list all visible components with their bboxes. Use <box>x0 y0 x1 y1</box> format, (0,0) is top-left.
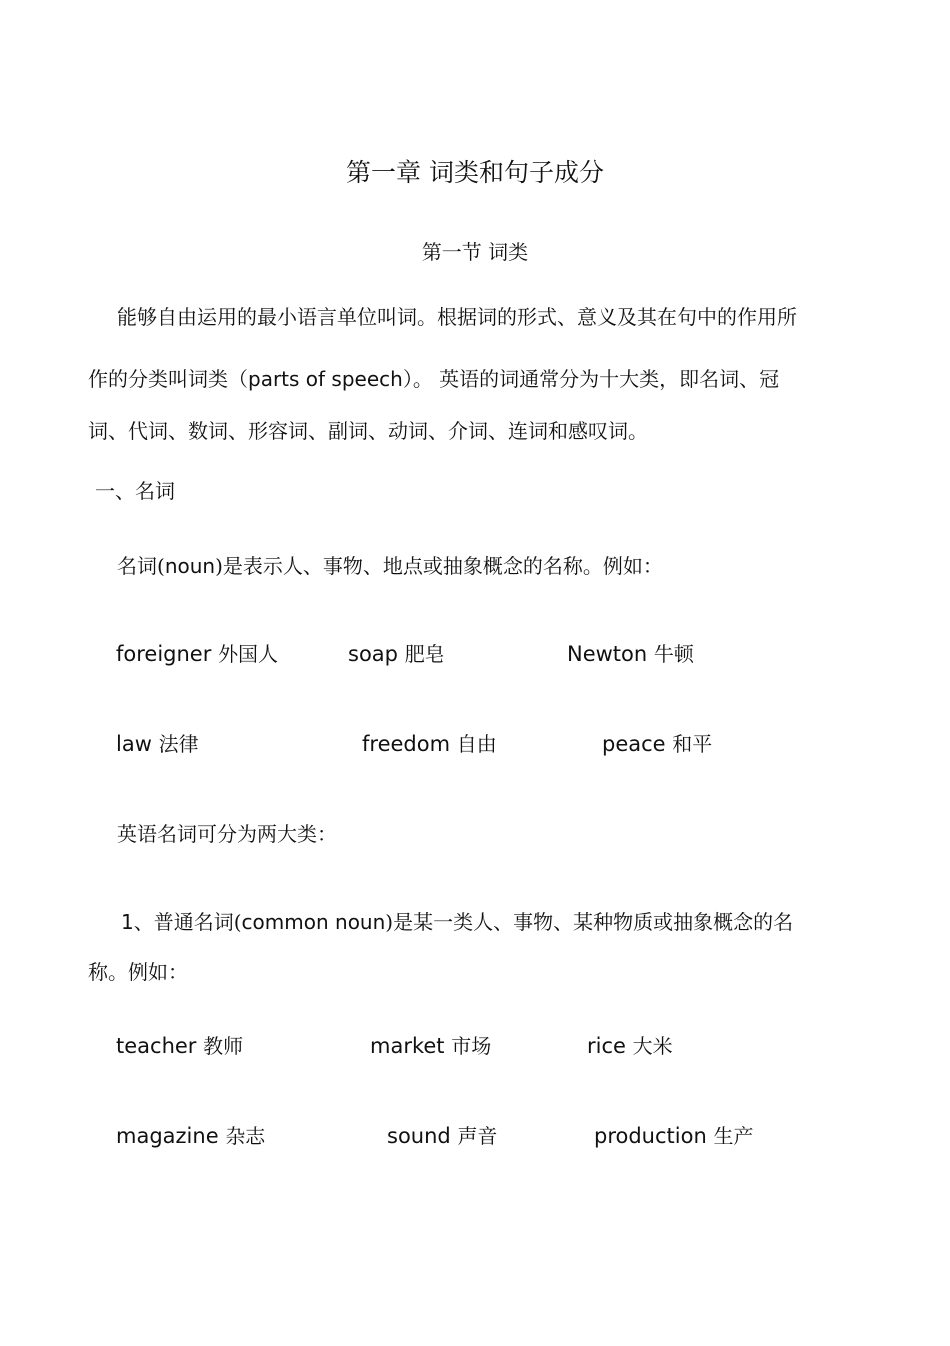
common-noun-rest: )是某一类人、事物、某种物质或抽象概念的名 <box>385 910 794 934</box>
example-word <box>387 1121 497 1151</box>
noun-categories-intro: 英语名词可分为两大类： <box>117 822 337 846</box>
example-english: soap <box>348 642 398 666</box>
example-english: peace <box>602 732 666 756</box>
noun-definition-prefix: 名词( <box>117 554 165 578</box>
common-noun-definition <box>121 907 793 937</box>
chapter-title: 第一章 词类和句子成分 <box>346 158 604 187</box>
example-chinese: 肥皂 <box>404 642 445 666</box>
example-chinese: 法律 <box>158 732 199 756</box>
noun-definition-rest: )是表示人、事物、地点或抽象概念的名称。例如： <box>215 554 663 578</box>
intro-line-3: 词、代词、数词、形容词、副词、动词、介词、连词和感叹词。 <box>88 419 648 443</box>
example-word <box>116 729 199 759</box>
example-chinese: 市场 <box>451 1034 492 1058</box>
example-word <box>370 1031 491 1061</box>
example-english: production <box>594 1124 707 1148</box>
example-word <box>567 639 694 669</box>
example-chinese: 教师 <box>203 1034 244 1058</box>
example-chinese: 生产 <box>713 1124 754 1148</box>
example-english: foreigner <box>116 642 212 666</box>
example-word <box>116 639 278 669</box>
example-english: market <box>370 1034 445 1058</box>
example-english: freedom <box>362 732 451 756</box>
example-english: rice <box>587 1034 626 1058</box>
heading-noun: 一、名词 <box>95 479 175 503</box>
example-chinese: 外国人 <box>218 642 279 666</box>
term-parts-of-speech: parts of speech <box>248 367 403 391</box>
intro-line-2 <box>88 364 779 394</box>
example-word <box>116 1121 265 1151</box>
term-noun: noun <box>164 554 216 578</box>
example-english: magazine <box>116 1124 219 1148</box>
example-chinese: 和平 <box>672 732 713 756</box>
example-english: law <box>116 732 152 756</box>
example-word <box>348 639 445 669</box>
example-english: teacher <box>116 1034 197 1058</box>
example-word <box>594 1121 753 1151</box>
common-noun-prefix: 、普通名词( <box>133 910 242 934</box>
example-chinese: 声音 <box>457 1124 498 1148</box>
example-chinese: 牛顿 <box>653 642 694 666</box>
example-word <box>587 1031 673 1061</box>
noun-definition <box>117 551 663 581</box>
intro-line-2-rest: ）。 英语的词通常分为十大类，即名词、冠 <box>402 367 780 391</box>
example-chinese: 自由 <box>456 732 497 756</box>
intro-line-2-text: 作的分类叫词类（ <box>88 367 248 391</box>
intro-line-1: 能够自由运用的最小语言单位叫词。根据词的形式、意义及其在句中的作用所 <box>117 305 797 329</box>
example-word <box>602 729 712 759</box>
list-number: 1 <box>121 910 134 934</box>
example-english: Newton <box>567 642 648 666</box>
example-english: sound <box>387 1124 451 1148</box>
example-word <box>116 1031 243 1061</box>
example-chinese: 杂志 <box>225 1124 266 1148</box>
common-noun-definition-line-2: 称。例如： <box>88 960 188 984</box>
example-chinese: 大米 <box>632 1034 673 1058</box>
example-word <box>362 729 497 759</box>
term-common-noun: common noun <box>241 910 386 934</box>
section-title: 第一节 词类 <box>421 240 529 264</box>
